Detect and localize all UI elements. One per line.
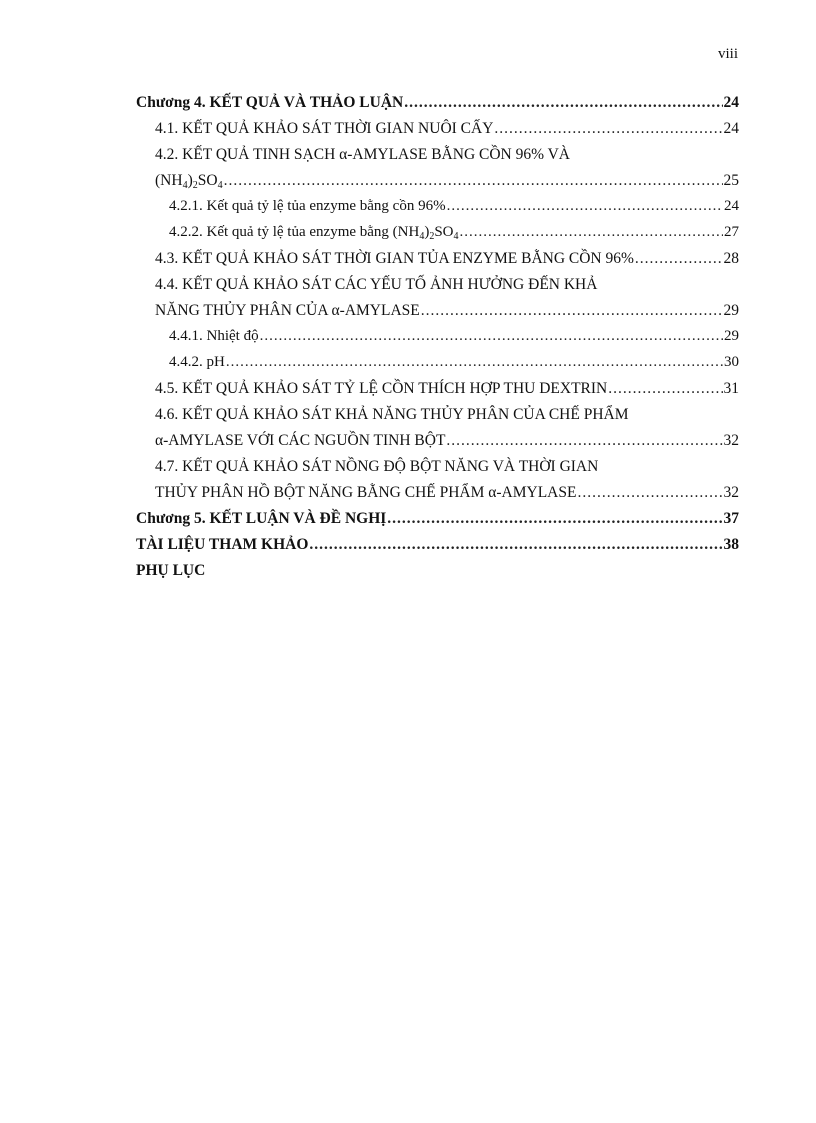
dot-leader xyxy=(260,328,723,345)
toc-entry-page: 25 xyxy=(723,172,739,189)
dot-leader xyxy=(224,172,723,190)
toc-entry-4-3[interactable] xyxy=(136,250,739,276)
toc-entry-title: 4.2.2. Kết quả tỷ lệ tủa enzyme bằng $(NH_4)_2SO_4$ xyxy=(169,224,459,242)
toc-entry-page: 38 xyxy=(723,536,739,553)
toc-entry-title: Chương 5. KẾT LUẬN VÀ ĐỀ NGHỊ xyxy=(136,510,387,527)
toc-entry-title: PHỤ LỤC xyxy=(136,562,206,579)
toc-entry-title: α-AMYLASE VỚI CÁC NGUỒN TINH BỘT xyxy=(155,432,446,449)
toc-entry-title: 4.7. KẾT QUẢ KHẢO SÁT NỒNG ĐỘ BỘT NĂNG VÀ THỜI GIAN xyxy=(155,458,599,475)
dot-leader xyxy=(494,120,722,138)
dot-leader xyxy=(446,432,722,450)
toc-entry-4-4[interactable] xyxy=(136,276,739,302)
toc-entry-title: 4.4. KẾT QUẢ KHẢO SÁT CÁC YẾU TỐ ẢNH HƯỞNG ĐẾN KHẢ xyxy=(155,276,598,293)
toc-entry-title: 4.5. KẾT QUẢ KHẢO SÁT TỶ LỆ CỒN THÍCH HỢP THU DEXTRIN xyxy=(155,380,608,397)
toc-entry-page: 37 xyxy=(723,510,739,527)
toc-entry-4-5[interactable] xyxy=(136,380,739,406)
table-of-contents xyxy=(136,94,739,588)
toc-entry-4-4-2[interactable] xyxy=(136,354,739,380)
toc-entry-4-6[interactable] xyxy=(136,406,739,432)
dot-leader xyxy=(404,94,722,112)
toc-entry-references[interactable] xyxy=(136,536,739,562)
toc-entry-4-4-continued[interactable] xyxy=(136,302,739,328)
toc-entry-title: 4.4.1. Nhiệt độ xyxy=(169,328,259,344)
toc-entry-page: 24 xyxy=(723,94,739,111)
toc-entry-chapter-5[interactable] xyxy=(136,510,739,536)
toc-entry-4-7[interactable] xyxy=(136,458,739,484)
toc-entry-chapter-4[interactable] xyxy=(136,94,739,120)
toc-entry-page: 24 xyxy=(723,120,739,137)
toc-entry-4-7-continued[interactable] xyxy=(136,484,739,510)
dot-leader xyxy=(460,224,723,241)
toc-entry-title: 4.4.2. pH xyxy=(169,354,225,370)
dot-leader xyxy=(387,510,722,528)
toc-entry-title: Chương 4. KẾT QUẢ VÀ THẢO LUẬN xyxy=(136,94,404,111)
toc-entry-title: NĂNG THỦY PHÂN CỦA α-AMYLASE xyxy=(155,302,420,319)
toc-entry-4-1[interactable] xyxy=(136,120,739,146)
toc-entry-4-6-continued[interactable] xyxy=(136,432,739,458)
dot-leader xyxy=(447,198,723,215)
toc-entry-title: TÀI LIỆU THAM KHẢO xyxy=(136,536,309,553)
dot-leader xyxy=(421,302,723,320)
toc-entry-title: THỦY PHÂN HỒ BỘT NĂNG BẰNG CHẾ PHẨM α-AMYLASE xyxy=(155,484,577,501)
dot-leader xyxy=(635,250,723,268)
toc-entry-page: 24 xyxy=(724,198,739,214)
toc-entry-4-2-1[interactable] xyxy=(136,198,739,224)
toc-entry-page: 30 xyxy=(724,354,739,370)
dot-leader xyxy=(577,484,722,502)
dot-leader xyxy=(309,536,722,554)
dot-leader xyxy=(608,380,722,398)
toc-entry-title: 4.1. KẾT QUẢ KHẢO SÁT THỜI GIAN NUÔI CẤY xyxy=(155,120,494,137)
toc-entry-title: 4.6. KẾT QUẢ KHẢO SÁT KHẢ NĂNG THỦY PHÂN CỦA CHẾ PHẨM xyxy=(155,406,629,423)
toc-entry-title: 4.2. KẾT QUẢ TINH SẠCH α-AMYLASE BẰNG CỒN 96% VÀ xyxy=(155,146,571,163)
toc-entry-4-2-2[interactable] xyxy=(136,224,739,250)
toc-entry-page: 29 xyxy=(723,302,739,319)
dot-leader xyxy=(226,354,723,371)
toc-entry-4-2-continued[interactable] xyxy=(136,172,739,198)
toc-entry-title: $(NH_4)_2SO_4$ xyxy=(155,172,223,191)
toc-entry-page: 29 xyxy=(724,328,739,344)
toc-entry-title: 4.3. KẾT QUẢ KHẢO SÁT THỜI GIAN TỦA ENZYME BẰNG CỒN 96% xyxy=(155,250,634,267)
page-number: viii xyxy=(717,46,738,62)
toc-entry-page: 32 xyxy=(723,484,739,501)
toc-entry-4-4-1[interactable] xyxy=(136,328,739,354)
toc-entry-title: 4.2.1. Kết quả tỷ lệ tủa enzyme bằng cồn 96% xyxy=(169,198,446,214)
toc-entry-page: 31 xyxy=(723,380,739,397)
toc-entry-page: 28 xyxy=(723,250,739,267)
toc-entry-4-2[interactable] xyxy=(136,146,739,172)
toc-entry-appendix[interactable] xyxy=(136,562,739,588)
toc-entry-page: 32 xyxy=(723,432,739,449)
toc-entry-page: 27 xyxy=(724,224,739,240)
